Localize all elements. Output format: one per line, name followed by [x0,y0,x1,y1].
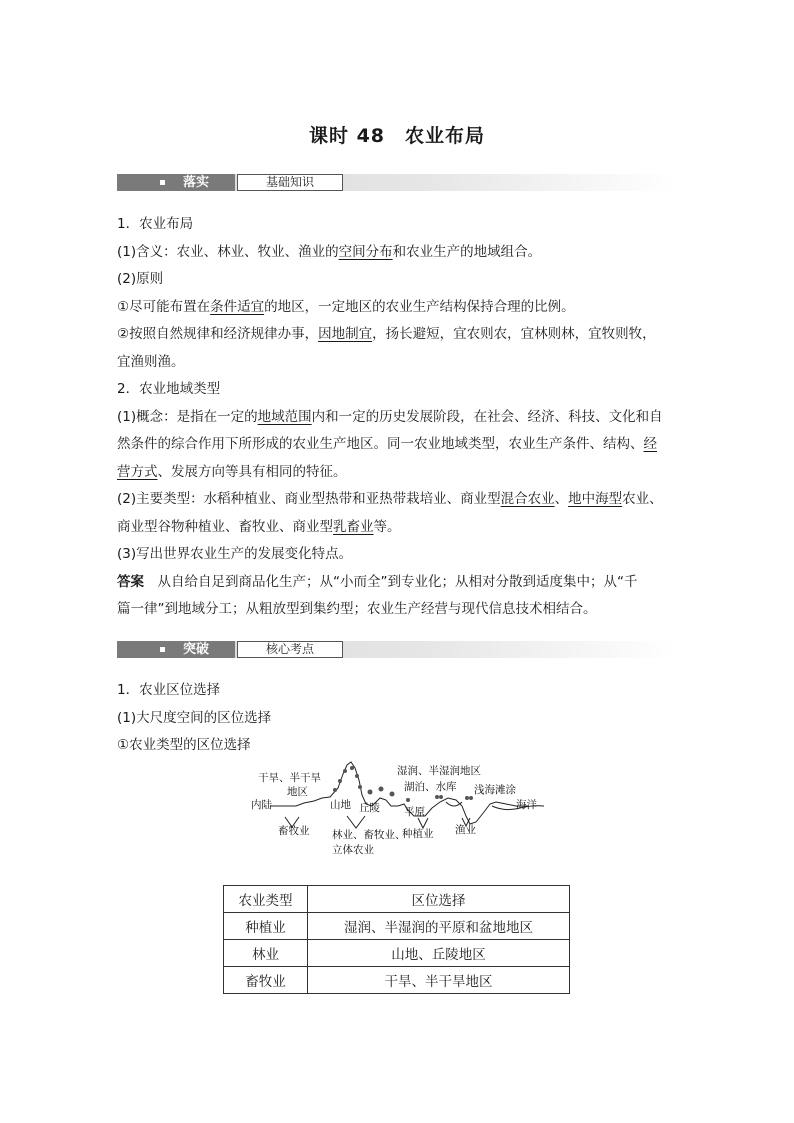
diagram-label-crop: 种植业 [402,828,434,840]
text: ，扬长避短，宜农则农，宜林则林，宜牧则牧， [372,326,656,342]
paragraph [117,459,682,487]
section-tag [117,174,235,191]
underlined-text: 因地制宜 [318,326,373,342]
diagram-label-hill: 丘陵 [359,802,380,814]
underlined-text: 条件适宜 [210,298,265,315]
diagram-label-fishery: 渔业 [455,824,476,836]
paragraph [117,404,682,432]
paragraph [117,294,682,322]
section-tag [117,641,235,658]
heading-location-choice: 1．农业区位选择 [117,682,221,698]
diagram-label-livestock: 畜牧业 [278,825,310,837]
diagram-label-ocean: 海洋 [516,799,537,811]
text: 的地区，一定地区的农业生产结构保持合理的比例。 [264,298,575,315]
table-row [224,967,570,994]
diagram-label-arid-region: 地区 [287,786,308,798]
square-bullet-icon [160,647,165,652]
diagram-label-inland: 内陆 [251,799,272,811]
table-header: 农业类型 [224,886,308,913]
diagram-label-stereo-agri: 立体农业 [332,844,374,856]
answer [117,569,682,597]
answer-label: 答案 [117,573,144,590]
text: 、发展方向等具有相同的特征。 [157,463,347,480]
text: (1)概念：是指在一定的 [117,408,258,425]
section-box-label: 基础知识 [237,174,343,191]
paragraph: (1)大尺度空间的区位选择 [117,709,272,726]
section-box-label: 核心考点 [237,641,343,658]
underlined-text: 地中海型 [568,491,623,507]
section2-content [117,677,682,760]
answer-continued: 篇一律”到地域分工；从粗放型到集约型；农业生产经营与现代信息技术相结合。 [117,601,597,617]
section-tag-label: 突破 [183,642,210,657]
table-cell: 湿润、半湿润的平原和盆地地区 [308,913,570,940]
table-cell: 山地、丘陵地区 [308,940,570,967]
paragraph: ①农业类型的区位选择 [117,737,251,753]
diagram-label-arid: 干旱、半干旱 [258,772,321,784]
text: 和农业生产的地域组合。 [392,243,542,260]
table-row [224,913,570,940]
heading-agri-region-types: 2．农业地域类型 [117,381,221,397]
table-cell: 畜牧业 [224,967,308,994]
paragraph [117,431,682,459]
underlined-text: 地域范围 [257,408,312,425]
section-bar-key-points [117,641,677,658]
section-bar-basics [117,174,677,191]
location-table [223,885,570,994]
text: ①尽可能布置在 [117,298,211,315]
underlined-text: 乳畜业 [333,518,374,535]
underlined-text: 空间分布 [338,243,393,260]
square-bullet-icon [160,180,165,185]
diagram-label-mountain: 山地 [330,799,351,811]
table-cell: 种植业 [224,913,308,940]
text: 然条件的综合作用下所形成的农业生产地区。同一农业地域类型，农业生产条件、结构、 [117,436,644,452]
section1-content [117,211,682,624]
text: (2)主要类型：水稻种植业、商业型热带和亚热带栽培业、商业型 [117,491,501,507]
table-cell: 干旱、半干旱地区 [308,967,570,994]
diagram-label-tidal-flat: 浅海滩涂 [474,784,516,796]
underlined-text: 混合农业 [500,491,555,507]
section-tag-label: 落实 [183,175,210,190]
page-title: 课时 48 农业布局 [308,125,486,147]
text: 内和一定的历史发展阶段，在社会、经济、科技、文化和自 [311,408,663,425]
underlined-text: 经 [643,436,657,452]
text: 、 [554,491,569,507]
paragraph: (2)原则 [117,271,164,287]
answer-text: 从自给自足到商品化生产；从“小而全”到专业化；从相对分散到适度集中；从“千 [144,573,638,590]
paragraph [117,321,682,349]
diagram-label-lake: 湖泊、水库 [404,781,457,793]
paragraph: 宜渔则渔。 [117,353,185,370]
table-header: 区位选择 [308,886,570,913]
heading-agri-layout: 1．农业布局 [117,216,194,232]
diagram-label-plain: 平原 [404,806,425,818]
text: 农业、 [622,491,663,507]
text: ②按照自然规律和经济规律办事， [117,326,319,342]
table-row [224,940,570,967]
text: 等。 [373,518,401,535]
paragraph: (3)写出世界农业生产的发展变化特点。 [117,546,353,562]
paragraph [117,514,682,542]
diagram-label-humid: 湿润、半湿润地区 [397,765,481,777]
text: (1)含义：农业、林业、牧业、渔业的 [117,243,339,260]
table-cell: 林业 [224,940,308,967]
diagram-label-forestry: 林业、畜牧业、 [332,829,406,841]
table-header-row [224,886,570,913]
text: 商业型谷物种植业、畜牧业、商业型 [117,518,333,535]
underlined-text: 营方式 [117,463,158,480]
paragraph [117,239,682,267]
paragraph [117,486,682,514]
